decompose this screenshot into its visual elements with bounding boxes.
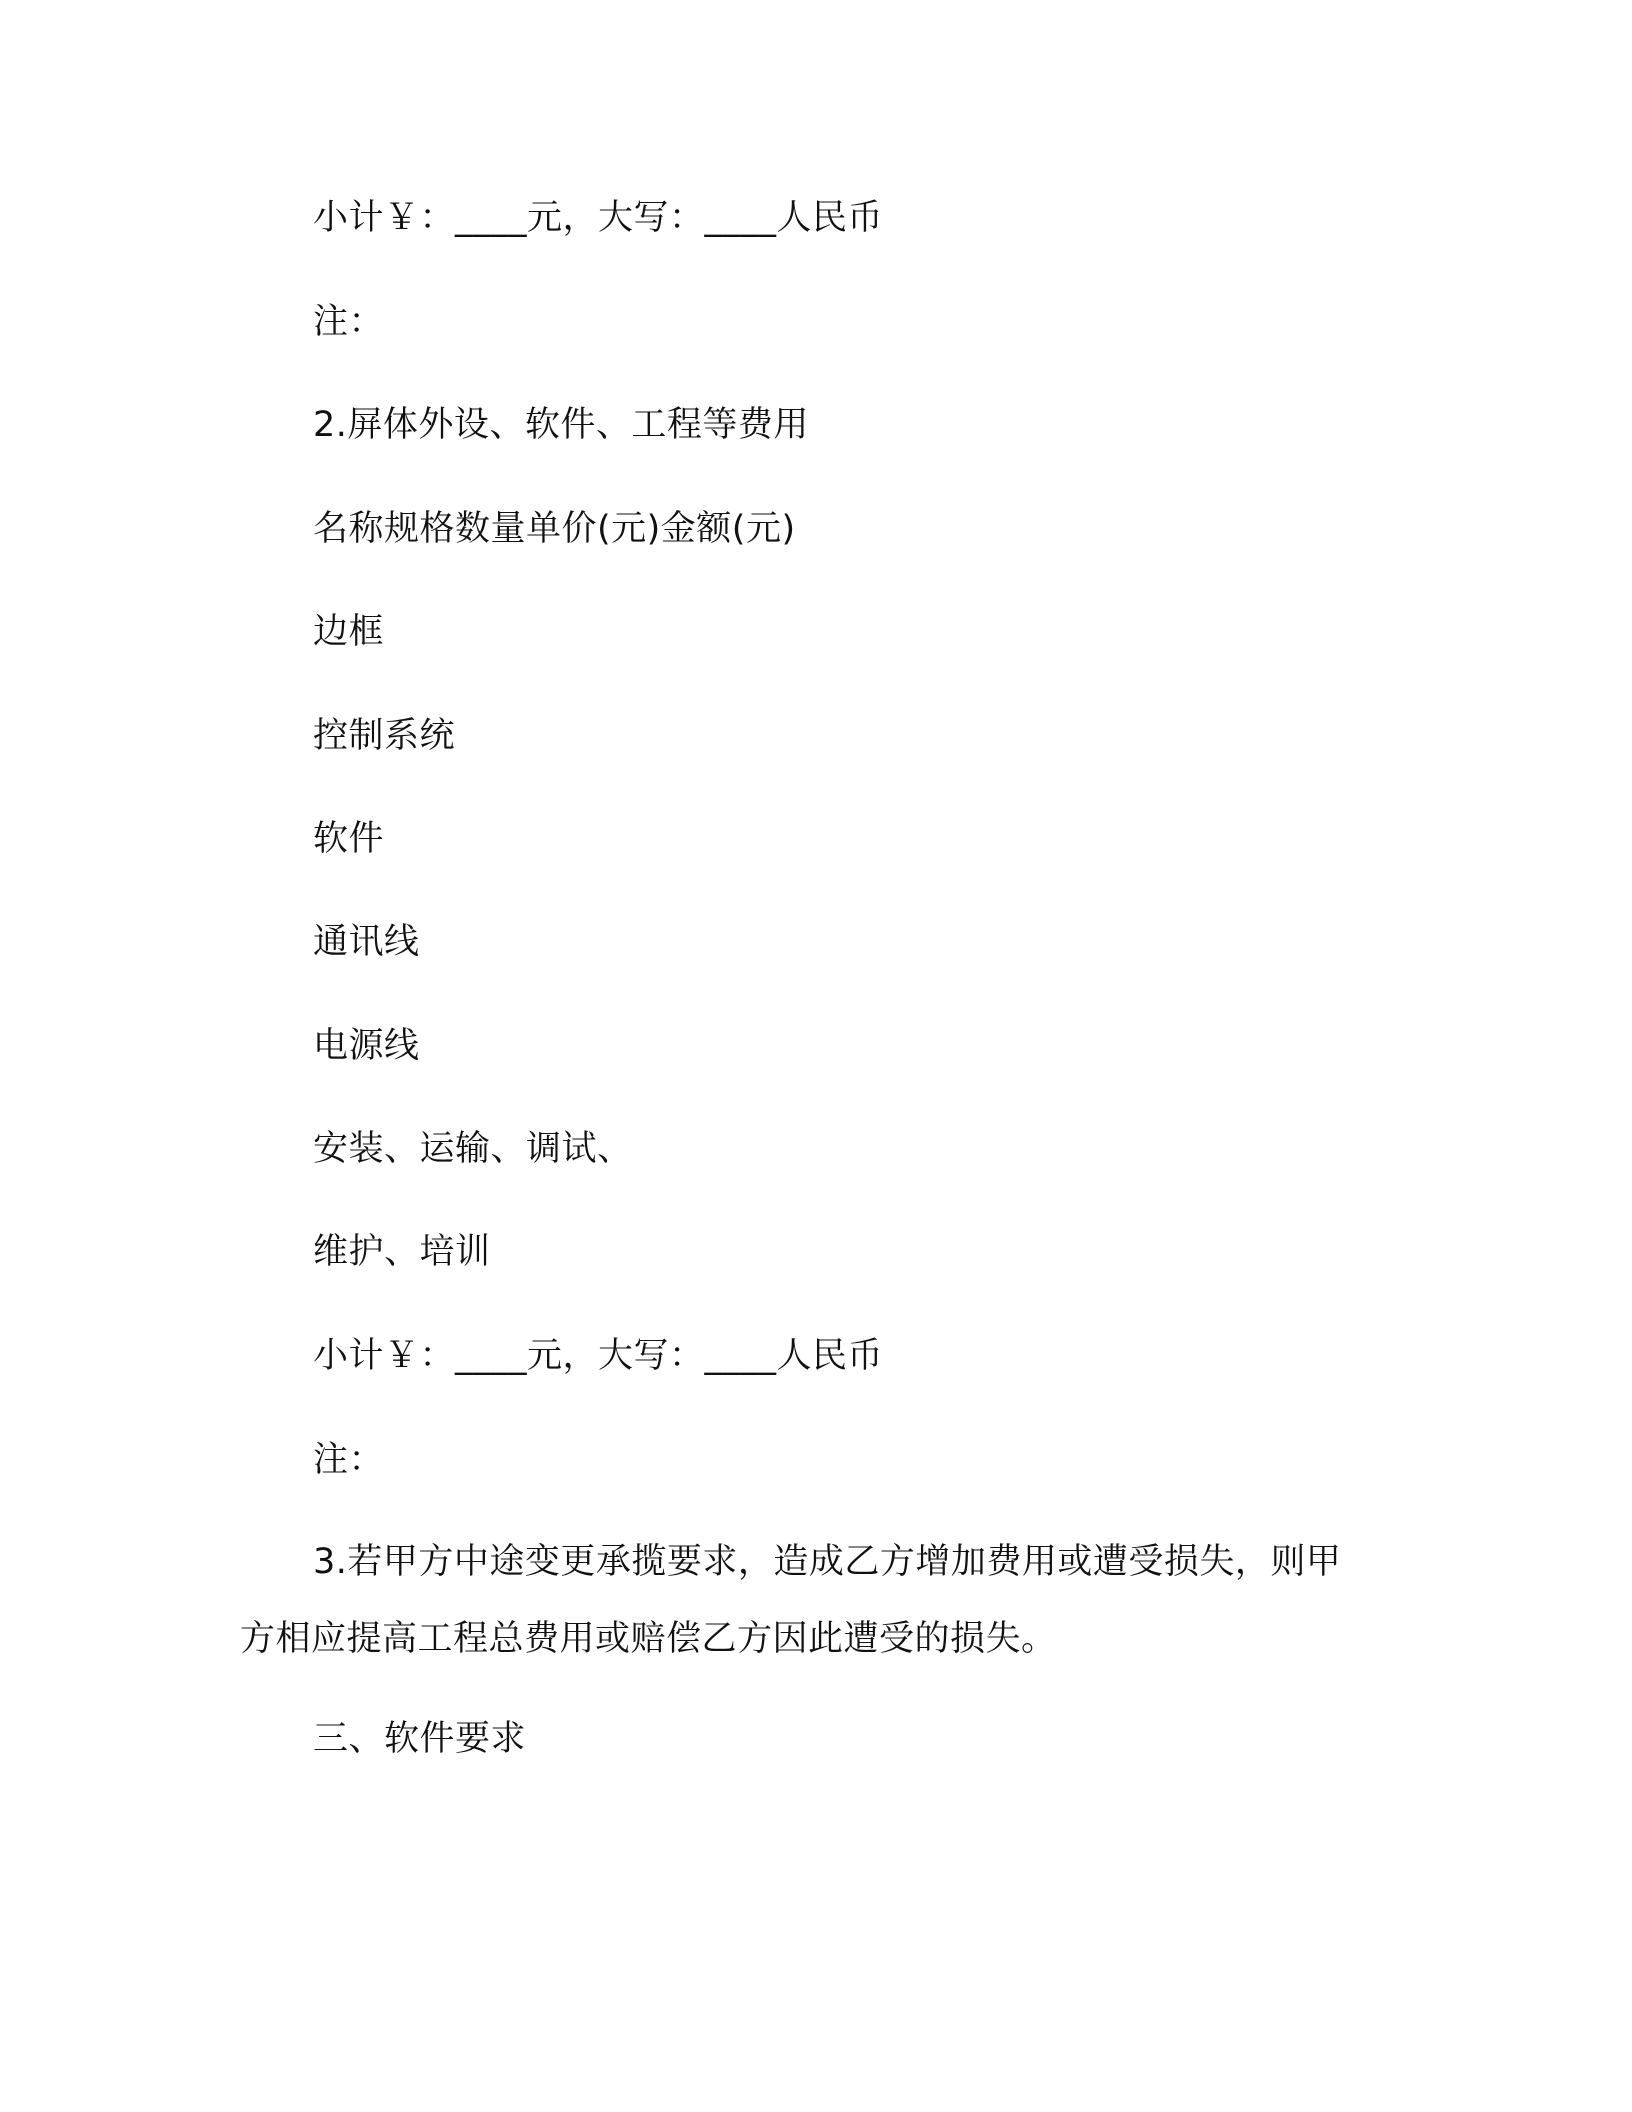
section-3-heading: 三、软件要求 <box>313 1719 527 1759</box>
subtotal-line-1: 小计￥：____元，大写：____人民币 <box>313 198 884 238</box>
item-software: 软件 <box>313 819 385 859</box>
item-frame: 边框 <box>313 612 385 652</box>
table-header-line: 名称规格数量单价(元)金额(元) <box>313 509 796 549</box>
note-label-2: 注： <box>313 1440 385 1480</box>
item-control-system: 控制系统 <box>313 716 456 756</box>
item-power-cable: 电源线 <box>313 1026 420 1066</box>
item-communication-cable: 通讯线 <box>313 922 420 962</box>
item-install-transport-debug: 安装、运输、调试、 <box>313 1129 633 1169</box>
section-2-heading: 2.屏体外设、软件、工程等费用 <box>313 405 809 445</box>
note-label-1: 注： <box>313 302 385 342</box>
item-maintenance-training: 维护、培训 <box>313 1232 491 1272</box>
subtotal-line-2: 小计￥：____元，大写：____人民币 <box>313 1336 884 1376</box>
clause-3-paragraph: 3.若甲方中途变更承揽要求，造成乙方增加费用或遭受损失，则甲方相应提高工程总费用或赔偿乙方因此遭受的损失。 <box>240 1542 1342 1659</box>
